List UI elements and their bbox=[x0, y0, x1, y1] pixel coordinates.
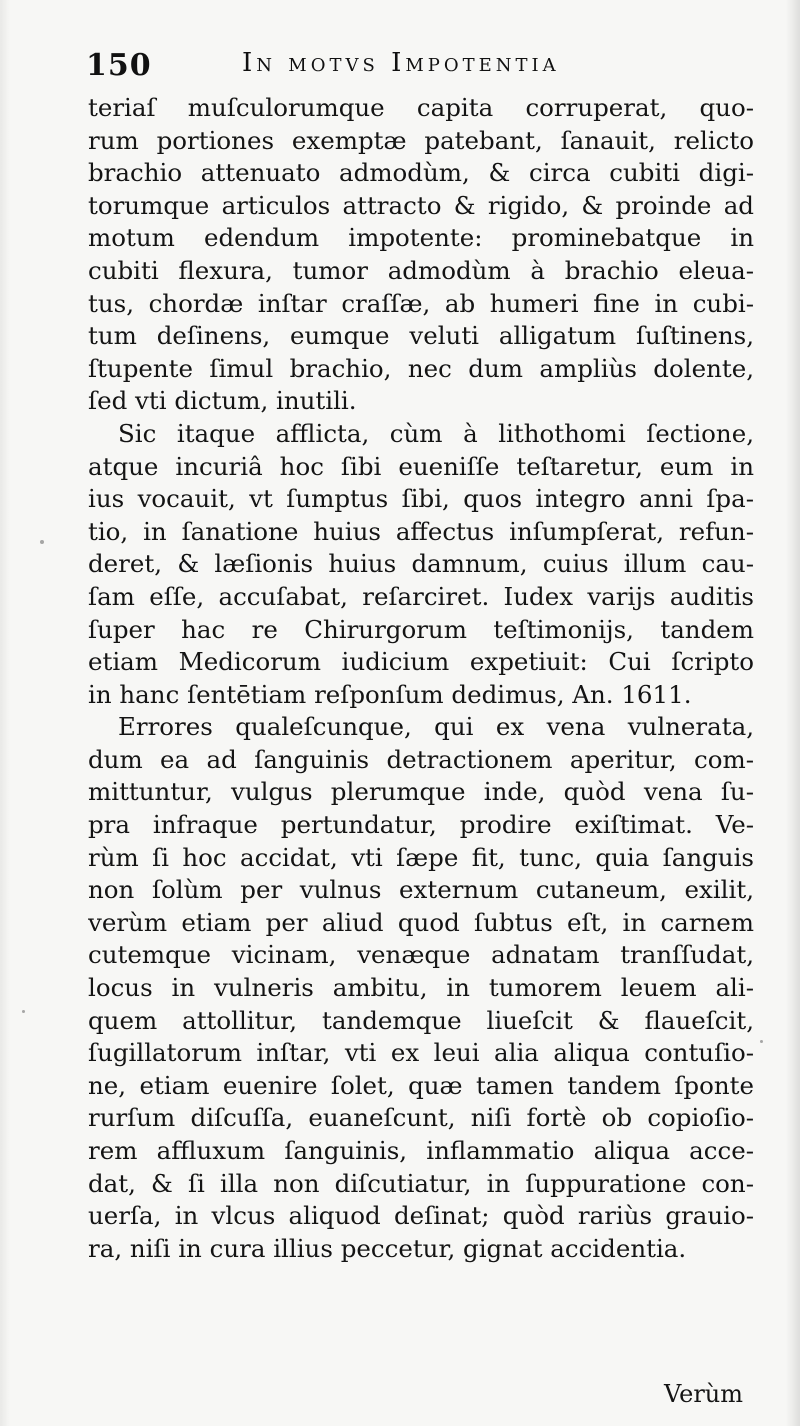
text-line: torumque articulos attracto & rigido, & proinde ad bbox=[88, 190, 754, 220]
ink-speck bbox=[22, 1010, 25, 1013]
running-title: In motvs Impotentia bbox=[242, 48, 560, 78]
text-line: rum portiones exemptæ patebant, ſanauit, relicto bbox=[88, 125, 754, 155]
text-line: locus in vulneris ambitu, in tumorem leuem ali- bbox=[88, 973, 754, 1003]
text-line: motum edendum impotente: prominebatque in bbox=[88, 223, 754, 253]
text-line: ſugillatorum inſtar, vti ex leui alia aliqua contuſio- bbox=[88, 1038, 754, 1068]
text-line: dat, & ſi illa non diſcutiatur, in ſuppuratione con- bbox=[88, 1168, 754, 1198]
catchword: Verùm bbox=[664, 1380, 744, 1408]
text-line: non ſolùm per vulnus externum cutaneum, exilit, bbox=[88, 875, 754, 905]
text-line: dum ea ad ſanguinis detractionem aperitur, com- bbox=[88, 744, 754, 774]
ink-speck bbox=[40, 540, 44, 544]
text-line: Sic itaque afflicta, cùm à lithothomi ſectione, bbox=[118, 418, 754, 448]
text-line: tus, chordæ inſtar craſſæ, ab humeri fine in cubi- bbox=[88, 288, 754, 318]
text-line: uerſa, in vlcus aliquod deſinat; quòd rariùs grauio- bbox=[88, 1201, 754, 1231]
text-line: ſed vti dictum, inutili. bbox=[88, 386, 357, 416]
text-line: brachio attenuato admodùm, & circa cubiti digi- bbox=[88, 158, 754, 188]
text-line: Errores qualeſcunque, qui ex vena vulnerata, bbox=[118, 712, 754, 742]
ink-speck bbox=[760, 1040, 763, 1043]
page-left-shadow bbox=[0, 0, 10, 1426]
text-line: ſam eſſe, accuſabat, reſarciret. Iudex varijs auditis bbox=[88, 581, 754, 611]
text-line: ra, niſi in cura illius peccetur, gignat accidentia. bbox=[88, 1233, 687, 1263]
text-line: deret, & læſionis huius damnum, cuius illum cau- bbox=[88, 549, 754, 579]
text-line: cutemque vicinam, venæque adnatam tranſſudat, bbox=[88, 940, 754, 970]
text-line: cubiti flexura, tumor admodùm à brachio eleua- bbox=[88, 255, 754, 285]
text-line: tum deſinens, eumque veluti alligatum ſuſtinens, bbox=[88, 321, 754, 351]
text-line: rùm ſi hoc accidat, vti ſæpe fit, tunc, quia ſanguis bbox=[88, 842, 754, 872]
text-line: ſuper hac re Chirurgorum teſtimonijs, tandem bbox=[88, 614, 754, 644]
text-line: in hanc ſentētiam reſponſum dedimus, An. 1611. bbox=[88, 679, 692, 709]
text-line: mittuntur, vulgus plerumque inde, quòd vena ſu- bbox=[88, 777, 754, 807]
text-line: atque incuriâ hoc ſibi eueniſſe teſtaretur, eum in bbox=[88, 451, 754, 481]
page-right-shadow bbox=[786, 0, 800, 1426]
text-line: pra infraque pertundatur, prodire exiſtimat. Ve- bbox=[88, 810, 754, 840]
text-line: verùm etiam per aliud quod ſubtus eſt, in carnem bbox=[88, 907, 754, 937]
text-line: etiam Medicorum iudicium expetiuit: Cui ſcripto bbox=[88, 647, 754, 677]
text-line: ſtupente ſimul brachio, nec dum ampliùs dolente, bbox=[88, 353, 754, 383]
text-line: ius vocauit, vt ſumptus ſibi, quos integro anni ſpa- bbox=[88, 484, 754, 514]
text-line: rem affluxum ſanguinis, inflammatio aliqua acce- bbox=[88, 1136, 754, 1165]
body-text bbox=[88, 92, 788, 1265]
text-line: ne, etiam euenire ſolet, quæ tamen tandem ſponte bbox=[88, 1070, 754, 1100]
text-line: quem attollitur, tandemque liueſcit & flaueſcit, bbox=[88, 1005, 754, 1035]
page-header bbox=[86, 46, 786, 90]
text-line: tio, in ſanatione huius affectus inſumpſerat, refun- bbox=[88, 516, 754, 546]
text-line: rurſum diſcuſſa, euaneſcunt, niſi fortè ob copioſio- bbox=[88, 1103, 754, 1133]
page-number: 150 bbox=[86, 48, 152, 83]
text-line: teriaſ muſculorumque capita corruperat, quo- bbox=[88, 93, 754, 122]
